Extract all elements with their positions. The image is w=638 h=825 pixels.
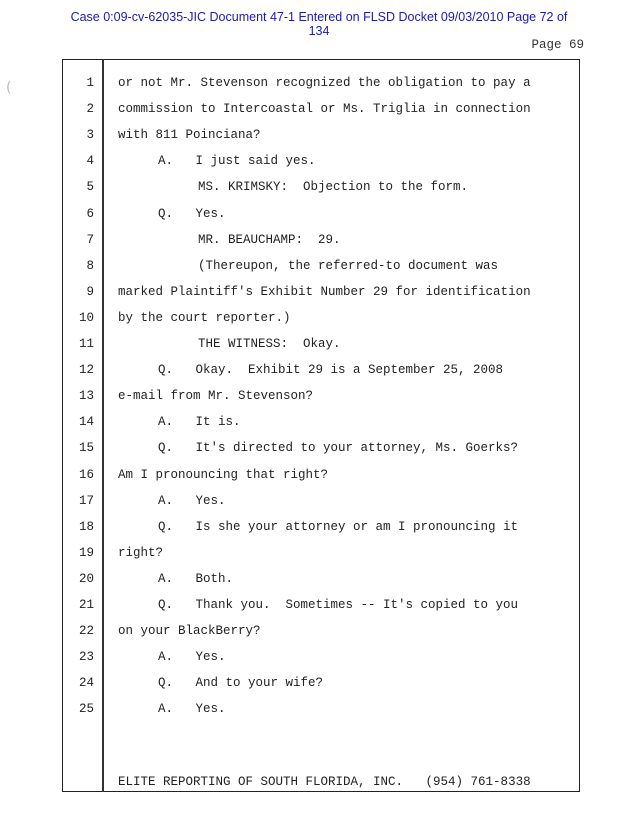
- line-number: 14: [78, 415, 94, 430]
- line-text: Q. It's directed to your attorney, Ms. Goerks?: [158, 441, 519, 456]
- line-number: 20: [78, 571, 94, 586]
- transcript-line: [0, 676, 638, 702]
- line-text: commission to Intercoastal or Ms. Triglia in connection: [118, 102, 531, 117]
- line-text: A. Yes.: [158, 650, 226, 665]
- line-text: Q. Is she your attorney or am I pronouncing it: [158, 519, 519, 534]
- line-number: 19: [78, 545, 94, 560]
- docket-header-line1: Case 0:09-cv-62035-JIC Document 47-1 Entered on FLSD Docket 09/03/2010 Page 72 of: [70, 10, 568, 24]
- line-number: 22: [78, 624, 94, 639]
- docket-header: [0, 10, 638, 38]
- line-text: THE WITNESS: Okay.: [198, 337, 341, 351]
- line-number: 24: [78, 676, 94, 691]
- line-text: A. Both.: [158, 571, 234, 586]
- line-text: A. Yes.: [158, 702, 226, 717]
- reporter-footer: ELITE REPORTING OF SOUTH FLORIDA, INC. (954) 761-8338: [118, 775, 531, 789]
- line-number: 3: [86, 128, 94, 143]
- line-text: A. Yes.: [158, 493, 226, 508]
- line-text: by the court reporter.): [118, 310, 291, 325]
- transcript-line: [0, 102, 638, 128]
- transcript-line: [0, 233, 638, 259]
- line-text: A. I just said yes.: [158, 154, 316, 169]
- line-text: right?: [118, 545, 164, 560]
- transcript-line: [0, 285, 638, 311]
- transcript-line: [0, 128, 638, 154]
- transcript-line: [0, 76, 638, 102]
- transcript-line: [0, 363, 638, 389]
- line-number: 1: [86, 76, 94, 90]
- line-text: Am I pronouncing that right?: [118, 467, 329, 482]
- scan-mark-icon: (: [6, 80, 12, 96]
- line-number: 4: [86, 154, 94, 169]
- transcript-line: [0, 207, 638, 233]
- line-number: 5: [86, 180, 94, 195]
- line-number: 18: [78, 519, 94, 534]
- transcript-line: [0, 520, 638, 546]
- line-number: 9: [86, 284, 94, 299]
- line-number: 7: [86, 232, 94, 247]
- line-text: A. It is.: [158, 415, 241, 430]
- transcript-line: [0, 180, 638, 206]
- transcript-line: [0, 624, 638, 650]
- line-number: 6: [86, 206, 94, 221]
- line-text: Q. Okay. Exhibit 29 is a September 25, 2008: [158, 363, 504, 378]
- line-text: with 811 Poinciana?: [118, 128, 261, 143]
- line-text: on your BlackBerry?: [118, 624, 261, 639]
- line-text: or not Mr. Stevenson recognized the obligation to pay a: [118, 76, 531, 90]
- transcript-line: [0, 572, 638, 598]
- line-number: 23: [78, 650, 94, 665]
- line-number: 2: [86, 102, 94, 117]
- line-text: e-mail from Mr. Stevenson?: [118, 389, 314, 404]
- transcript-line: [0, 702, 638, 728]
- line-number: 13: [78, 389, 94, 404]
- transcript-line: [0, 337, 638, 363]
- transcript-line: [0, 389, 638, 415]
- line-number: 17: [78, 493, 94, 508]
- line-number: 12: [78, 363, 94, 378]
- transcript-line: [0, 546, 638, 572]
- transcript-line: [0, 311, 638, 337]
- line-text: Q. Yes.: [158, 206, 226, 221]
- line-number: 10: [78, 310, 94, 325]
- line-number: 21: [78, 598, 94, 612]
- line-text: Q. Thank you. Sometimes -- It's copied to you: [158, 598, 519, 612]
- transcript-line: [0, 468, 638, 494]
- transcript-line: [0, 598, 638, 624]
- line-text: MR. BEAUCHAMP: 29.: [198, 232, 341, 247]
- docket-header-line2: 134: [308, 24, 330, 38]
- transcript-line: [0, 154, 638, 180]
- line-number: 25: [78, 702, 94, 717]
- transcript-line: [0, 259, 638, 285]
- page-label: Page 69: [531, 38, 584, 52]
- line-text: Q. And to your wife?: [158, 676, 324, 691]
- transcript-line: [0, 494, 638, 520]
- line-number: 8: [86, 258, 94, 273]
- line-text: marked Plaintiff's Exhibit Number 29 for identification: [118, 284, 531, 299]
- line-number: 16: [78, 467, 94, 482]
- line-text: (Thereupon, the referred-to document was: [198, 258, 499, 273]
- line-number: 11: [78, 337, 94, 351]
- line-number: 15: [78, 441, 94, 456]
- transcript-line: [0, 441, 638, 467]
- line-text: MS. KRIMSKY: Objection to the form.: [198, 180, 469, 195]
- transcript-line: [0, 650, 638, 676]
- transcript-line: [0, 415, 638, 441]
